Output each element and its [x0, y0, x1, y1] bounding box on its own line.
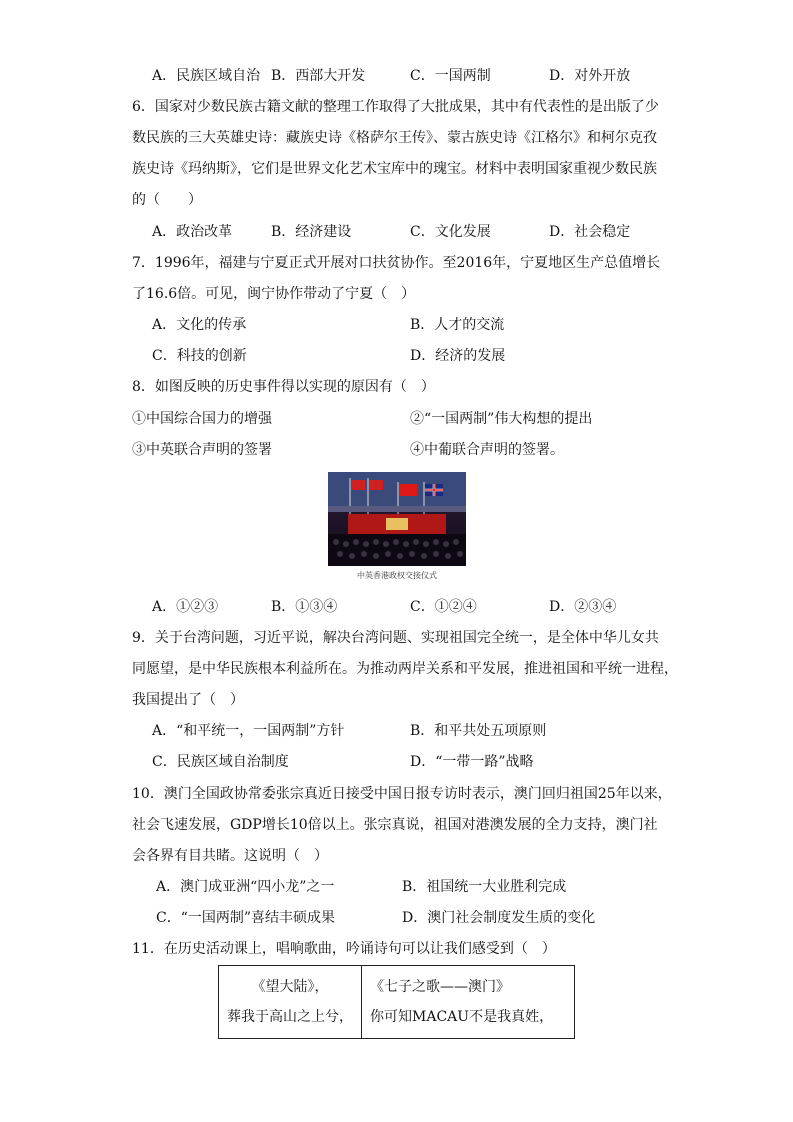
q7-options-row2 [152, 346, 672, 366]
q9-stem-line: 9．关于台湾问题，习近平说，解决台湾问题、实现祖国完全统一，是全体中华儿女共 [132, 630, 659, 646]
q8-items-row2 [132, 440, 652, 460]
q6-option-a[interactable]: A．政治改革 [152, 224, 233, 240]
poem-cell-wang-dalu [219, 966, 362, 1039]
q9-stem-line: 同愿望，是中华民族根本利益所在。为推动两岸关系和平发展，推进祖国和平统一进程， [132, 661, 678, 677]
q10-stem-line: 会各界有目共睹。这说明（ ） [132, 848, 328, 864]
q7-stem-line: 7．1996年，福建与宁夏正式开展对口扶贫协作。至2016年，宁夏地区生产总值增长 [132, 255, 661, 271]
q6-option-b[interactable]: B．经济建设 [271, 224, 352, 240]
q6-stem-line: 的（ ） [132, 192, 202, 208]
poem-title: 《七子之歌——澳门》 [370, 979, 510, 995]
q8-option-c[interactable]: C．①②④ [410, 599, 477, 615]
q9-option-a[interactable]: A．“和平统一，一国两制”方针 [152, 723, 345, 739]
poem-cell-seven-sons [362, 966, 575, 1039]
q7-options-row1 [152, 315, 672, 335]
q8-item-2: ②“一国两制”伟大构想的提出 [410, 411, 593, 427]
q10-options-row2 [156, 908, 676, 928]
poem-line: 你可知MACAU不是我真姓， [370, 1009, 554, 1025]
q10-option-b[interactable]: B．祖国统一大业胜利完成 [402, 879, 567, 895]
q6-stem-line: 族史诗《玛纳斯》，它们是世界文化艺术宝库中的瑰宝。材料中表明国家重视少数民族 [132, 161, 657, 177]
q10-options-row1 [156, 877, 676, 897]
q6-options [152, 222, 672, 242]
q7-option-d[interactable]: D．经济的发展 [410, 348, 506, 364]
q9-option-c[interactable]: C．民族区域自治制度 [152, 754, 289, 770]
q10-option-c[interactable]: C．“一国两制”喜结丰硕成果 [156, 910, 336, 926]
q5-option-d[interactable]: D．对外开放 [549, 68, 631, 84]
q8-options [152, 597, 672, 617]
q7-stem-line: 了16.6倍。可见，闽宁协作带动了宁夏（ ） [132, 286, 416, 302]
q7-option-a[interactable]: A．文化的传承 [152, 317, 247, 333]
q8-item-4: ④中葡联合声明的签署。 [410, 442, 564, 458]
handover-ceremony-photo [328, 472, 466, 566]
q10-stem-line: 10．澳门全国政协常委张宗真近日接受中国日报专访时表示，澳门回归祖国25年以来， [132, 786, 672, 802]
q8-option-b[interactable]: B．①③④ [271, 599, 338, 615]
q6-stem-line: 数民族的三大英雄史诗：藏族史诗《格萨尔王传》、蒙古族史诗《江格尔》和柯尔克孜 [132, 130, 657, 146]
table-row [219, 966, 575, 1039]
q8-option-d[interactable]: D．②③④ [549, 599, 617, 615]
poem-table [218, 965, 575, 1039]
q9-options-row1 [152, 721, 672, 741]
poem-line: 葬我于高山之上兮， [227, 1009, 353, 1025]
poem-title: 《望大陆》， [251, 979, 329, 995]
q11-stem-line: 11．在历史活动课上，唱响歌曲，吟诵诗句可以让我们感受到（ ） [132, 941, 556, 957]
q8-items-row1 [132, 409, 652, 429]
q10-option-d[interactable]: D．澳门社会制度发生质的变化 [402, 910, 596, 926]
q8-stem-line: 8．如图反映的历史事件得以实现的原因有（ ） [132, 379, 435, 395]
q5-option-c[interactable]: C．一国两制 [410, 68, 491, 84]
q6-option-c[interactable]: C．文化发展 [410, 224, 491, 240]
q7-option-b[interactable]: B．人才的交流 [410, 317, 505, 333]
q5-options [152, 66, 672, 86]
q9-options-row2 [152, 752, 672, 772]
q6-option-d[interactable]: D．社会稳定 [549, 224, 631, 240]
q5-option-a[interactable]: A．民族区域自治 [152, 68, 261, 84]
q8-item-1: ①中国综合国力的增强 [132, 411, 272, 427]
q9-stem-line: 我国提出了（ ） [132, 692, 244, 708]
q6-stem-line: 6．国家对少数民族古籍文献的整理工作取得了大批成果，其中有代表性的是出版了少 [132, 99, 659, 115]
photo-caption: 中英香港政权交接仪式 [357, 571, 437, 580]
q10-option-a[interactable]: A．澳门成亚洲“四小龙”之一 [156, 879, 335, 895]
q7-option-c[interactable]: C．科技的创新 [152, 348, 247, 364]
q8-option-a[interactable]: A．①②③ [152, 599, 219, 615]
q9-option-b[interactable]: B．和平共处五项原则 [410, 723, 547, 739]
q9-option-d[interactable]: D．“一带一路”战略 [410, 754, 534, 770]
q5-option-b[interactable]: B．西部大开发 [271, 68, 366, 84]
q10-stem-line: 社会飞速发展，GDP增长10倍以上。张宗真说，祖国对港澳发展的全力支持，澳门社 [132, 817, 658, 833]
q8-item-3: ③中英联合声明的签署 [132, 442, 272, 458]
